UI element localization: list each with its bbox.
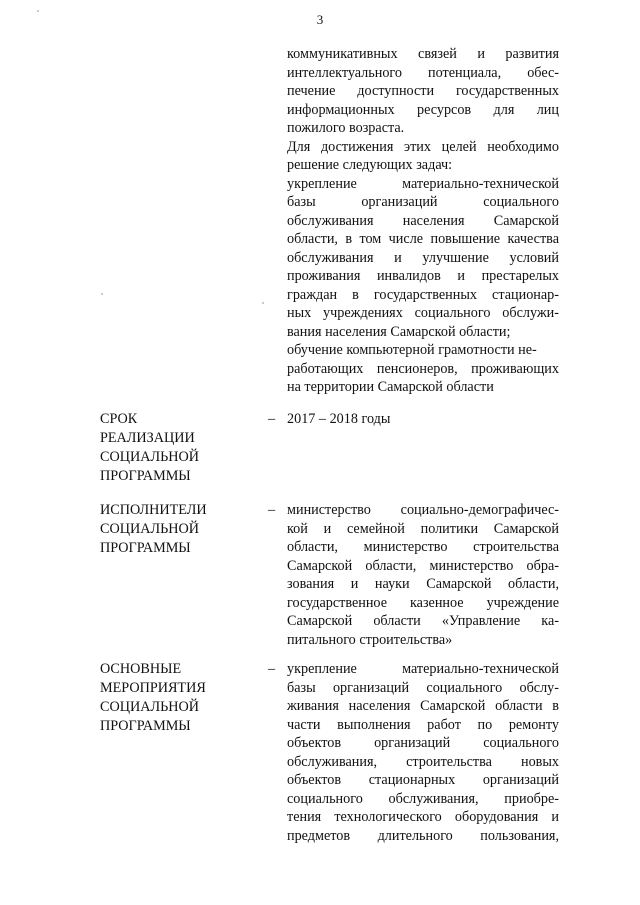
label-line: СОЦИАЛЬНОЙ <box>100 521 199 537</box>
text-line: укрепление материально-технической <box>287 175 559 192</box>
text-line: обслуживания, строительства новых <box>287 753 559 770</box>
text-line: печение доступности государственных <box>287 83 559 99</box>
text-line: ных учреждениях социального обслужи- <box>287 305 559 321</box>
text-line: государственное казенное учреждение <box>287 594 559 611</box>
section-label <box>100 660 250 736</box>
section-label <box>100 501 250 558</box>
text-line: части выполнения работ по ремонту <box>287 716 559 733</box>
label-line: ПРОГРАММЫ <box>100 718 191 734</box>
text-line: министерство социально-демографичес- <box>287 502 559 518</box>
text-line: социального обслуживания, приобре- <box>287 790 559 807</box>
scan-speck <box>262 302 264 304</box>
text-line: зования и науки Самарской области, <box>287 576 559 592</box>
text-line: пожилого возраста. <box>287 120 405 136</box>
label-line: РЕАЛИЗАЦИИ <box>100 430 195 446</box>
page-number: 3 <box>316 12 324 27</box>
scan-speck <box>101 293 103 295</box>
text-line: обучение компьютерной грамотности не- <box>287 342 537 358</box>
text-line: объектов стационарных организаций <box>287 772 559 788</box>
continuation-paragraph <box>287 45 559 397</box>
section-label <box>100 410 250 486</box>
text-line: работающих пенсионеров, проживающих <box>287 360 559 377</box>
text-line: Для достижения этих целей необходимо <box>287 138 559 155</box>
text-line: информационных ресурсов для лиц <box>287 101 559 118</box>
label-line: ПРОГРАММЫ <box>100 468 191 484</box>
text-line: Самарской области, министерство обра- <box>287 557 559 574</box>
section-body <box>287 501 559 649</box>
section-dash: – <box>268 502 276 518</box>
label-line: ПРОГРАММЫ <box>100 540 191 556</box>
text-line: 2017 – 2018 годы <box>287 411 391 427</box>
section-body <box>287 410 559 429</box>
text-line: Самарской области «Управление ка- <box>287 613 559 629</box>
text-line: обслуживания и улучшение условий <box>287 249 559 266</box>
text-line: укрепление материально-технической <box>287 661 559 677</box>
text-line: живания населения Самарской области в <box>287 698 559 714</box>
text-line: интеллектуального потенциала, обес- <box>287 64 559 81</box>
text-line: предметов длительного пользования, <box>287 827 559 844</box>
text-line: обслуживания населения Самарской <box>287 212 559 229</box>
text-line: вания населения Самарской области; <box>287 323 511 340</box>
text-line: коммуникативных связей и развития <box>287 46 559 62</box>
label-line: ИСПОЛНИТЕЛИ <box>100 502 207 518</box>
text-line: базы организаций социального <box>287 194 559 210</box>
text-line: базы организаций социального обслу- <box>287 679 559 696</box>
label-line: ОСНОВНЫЕ <box>100 661 182 677</box>
text-line: объектов организаций социального <box>287 735 559 751</box>
text-line: граждан в государственных стационар- <box>287 286 559 303</box>
text-line: питального строительства» <box>287 631 453 648</box>
text-line: проживания инвалидов и престарелых <box>287 268 559 284</box>
text-line: на территории Самарской области <box>287 379 494 395</box>
scan-speck <box>37 10 39 12</box>
label-line: СОЦИАЛЬНОЙ <box>100 449 199 465</box>
label-line: МЕРОПРИЯТИЯ <box>100 680 206 696</box>
section-dash: – <box>268 661 276 677</box>
text-line: тения технологического оборудования и <box>287 809 559 825</box>
text-line: области, в том числе повышение качества <box>287 231 559 247</box>
label-line: СОЦИАЛЬНОЙ <box>100 699 199 715</box>
text-line: решение следующих задач: <box>287 157 453 173</box>
section-dash: – <box>268 411 276 427</box>
label-line: СРОК <box>100 411 138 427</box>
section-body <box>287 660 559 845</box>
text-line: кой и семейной политики Самарской <box>287 520 559 537</box>
text-line: области, министерство строительства <box>287 539 559 555</box>
